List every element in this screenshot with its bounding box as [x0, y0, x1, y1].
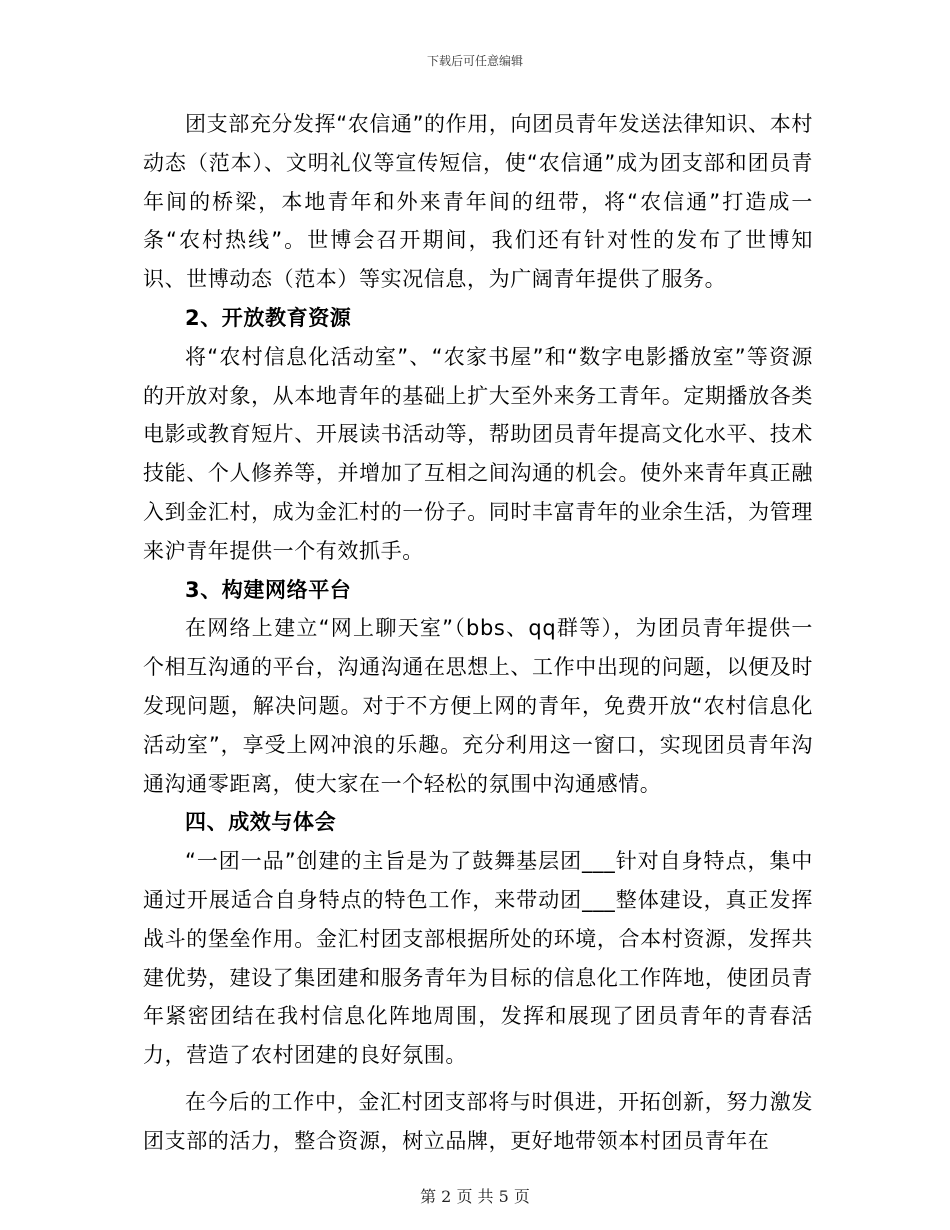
page-header: 下载后可任意编辑: [426, 54, 523, 68]
paragraph-network-platform: 在网络上建立“网上聊天室”（bbs、qq群等），为团员青年提供一个相互沟通的平台，沟通沟通在思想上、工作中出现的问题，以便及时发现问题，解决问题。对于不方便上网的青年，免费开放“农村信息化活动室”，享受上网冲浪的乐趣。充分利用这一窗口，实现团员青年沟通沟通零距离，使大家在一个轻松的氛围中沟通感情。: [143, 616, 813, 796]
paragraph-future-work: 在今后的工作中，金汇村团支部将与时俱进，开拓创新，努力激发团支部的活力，整合资源，树立品牌，更好地带领本村团员青年在: [143, 1089, 813, 1153]
paragraph-nongxintong: 团支部充分发挥“农信通”的作用，向团员青年发送法律知识、本村动态（范本）、文明礼仪等宣传短信，使“农信通”成为团支部和团员青年间的桥梁，本地青年和外来青年间的纽带，将“农信通”打造成一条“农村热线”。世博会召开期间，我们还有针对性的发布了世博知识、世博动态（范本）等实况信息，为广阔青年提供了服务。: [143, 112, 813, 292]
heading-network-platform: 3、构建网络平台: [185, 577, 352, 602]
document-body: [143, 105, 813, 1161]
page-footer: 第 2 页 共 5 页: [420, 1187, 530, 1206]
heading-results-and-reflections: 四、成效与体会: [185, 810, 337, 835]
paragraph-open-education-resources: 将“农村信息化活动室”、“农家书屋”和“数字电影播放室”等资源的开放对象，从本地青年的基础上扩大至外来务工青年。定期播放各类电影或教育短片、开展读书活动等，帮助团员青年提高文化水平、技术技能、个人修养等，并增加了互相之间沟通的机会。使外来青年真正融入到金汇村，成为金汇村的一份子。同时丰富青年的业余生活，为管理来沪青年提供一个有效抓手。: [143, 344, 813, 563]
paragraph-results-and-reflections: “一团一品”创建的主旨是为了鼓舞基层团___针对自身特点，集中通过开展适合自身特点的特色工作，来带动团___整体建设，真正发挥战斗的堡垒作用。金汇村团支部根据所处的环境，合本村资源，发挥共建优势，建设了集团建和服务青年为目标的信息化工作阵地，使团员青年紧密团结在我村信息化阵地周围，发挥和展现了团员青年的青春活力，营造了农村团建的良好氛围。: [143, 849, 813, 1068]
heading-open-education-resources: 2、开放教育资源: [185, 305, 352, 330]
